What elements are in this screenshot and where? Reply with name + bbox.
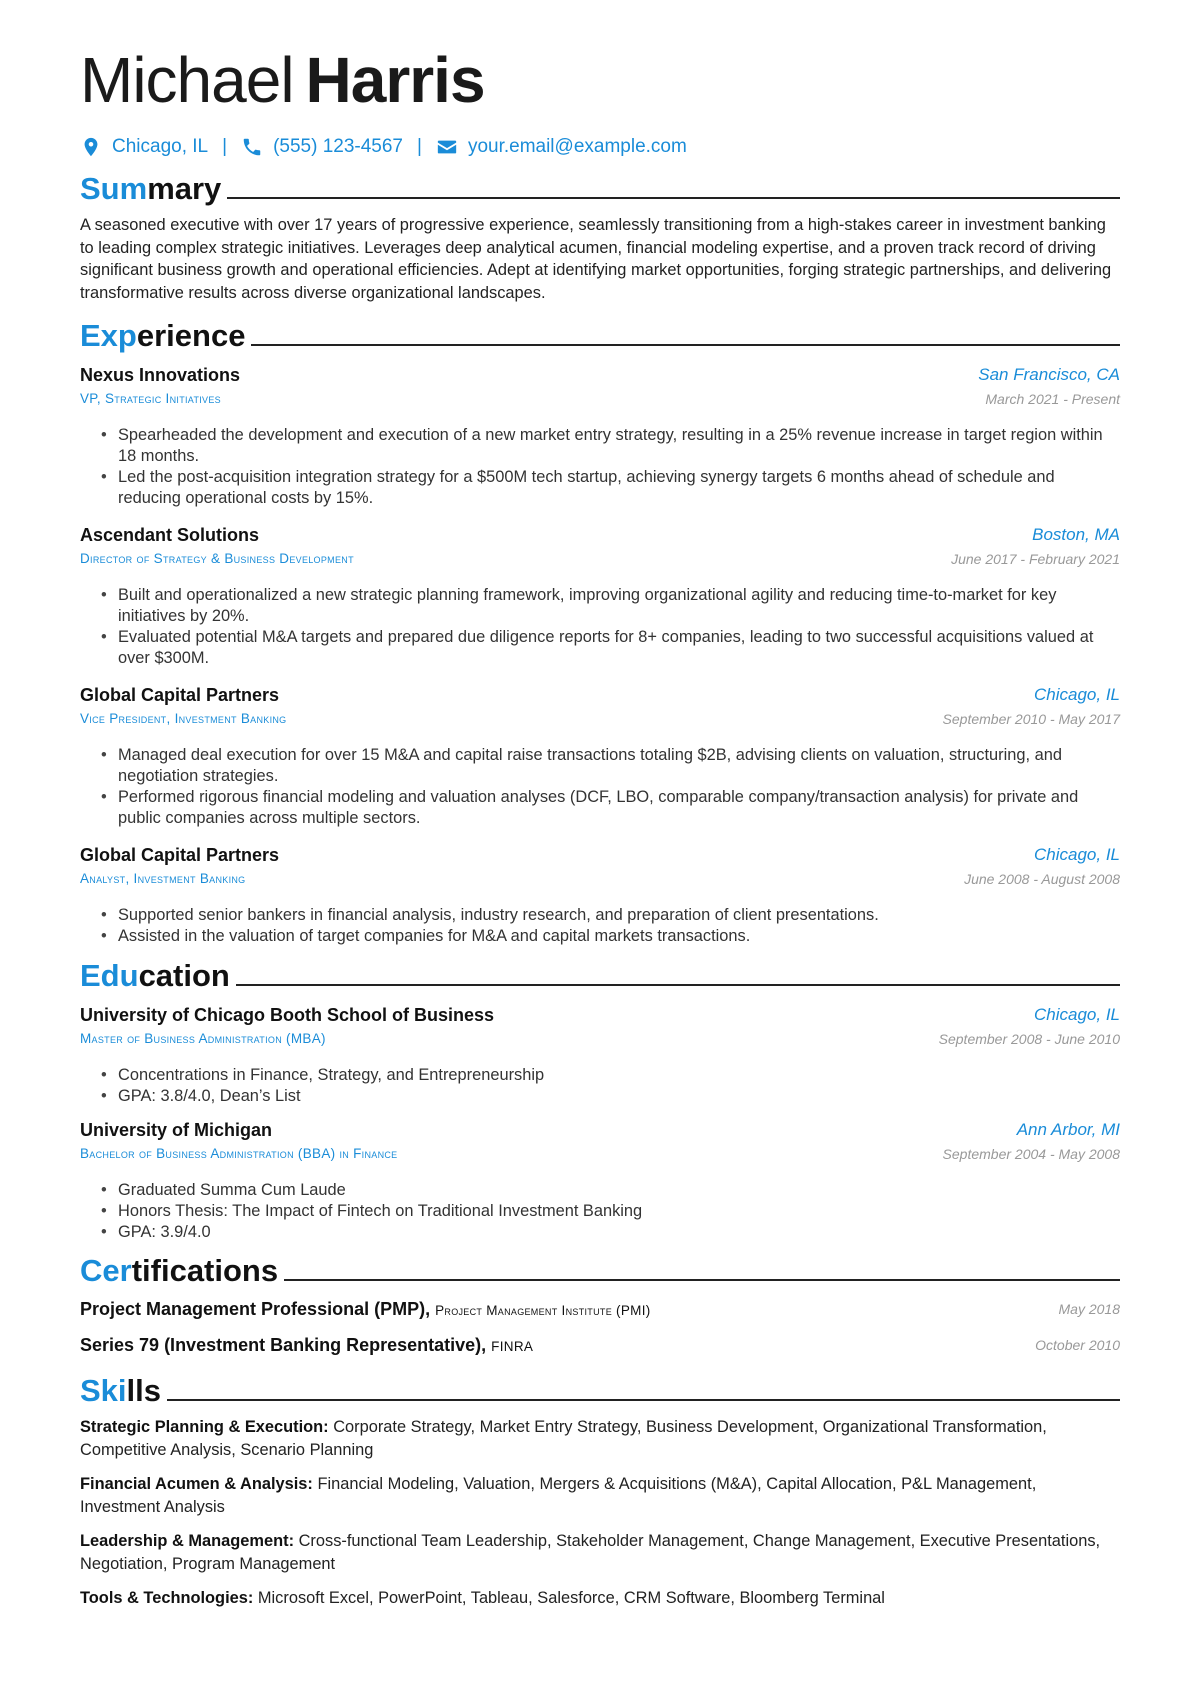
- entry-location: Chicago, IL: [1034, 845, 1120, 864]
- entry-bullets: [80, 585, 1120, 669]
- entry-dates: June 2017 - February 2021: [951, 551, 1120, 567]
- entry-org: Global Capital Partners: [80, 685, 280, 705]
- contact-phone[interactable]: (555) 123-4567: [273, 136, 403, 157]
- entry-role: Director of Strategy & Business Development: [80, 551, 354, 566]
- section-title-accent: Cer: [80, 1253, 132, 1288]
- bullet-item: • Spearheaded the development and execution of a new market entry strategy, resulting in a 25% revenue increase in target region within 18 months.: [118, 425, 1120, 467]
- entry-location: San Francisco, CA: [978, 365, 1120, 384]
- entry-role: Vice President, Investment Banking: [80, 711, 287, 726]
- entry-dates: June 2008 - August 2008: [964, 871, 1120, 887]
- section-rule: [167, 1399, 1120, 1401]
- skill-list: Corporate Strategy, Market Entry Strategy, Business Development, Organizational Transformation, Competitive Analysis, Scenario Planning: [80, 1418, 1047, 1459]
- contact-location: Chicago, IL: [112, 136, 209, 157]
- section-title-accent: Exp: [80, 318, 137, 353]
- skill-list: Financial Modeling, Valuation, Mergers & Acquisitions (M&A), Capital Allocation, P&L Management, Investment Analysis: [80, 1475, 1037, 1516]
- contact-email[interactable]: your.email@example.com: [467, 136, 687, 157]
- entry-dates: March 2021 - Present: [985, 391, 1120, 407]
- entry-location: Chicago, IL: [1034, 685, 1120, 704]
- section-rule: [236, 984, 1120, 986]
- bullet-item: • GPA: 3.9/4.0: [118, 1222, 1120, 1243]
- certification-item: Series 79 (Investment Banking Representative), FINRA October 2010: [80, 1335, 1120, 1355]
- last-name: Harris: [305, 44, 485, 116]
- section-title-accent: Ski: [80, 1373, 127, 1408]
- skill-list: Cross-functional Team Leadership, Stakeholder Management, Change Management, Executive Presentations, Negotiation, Program Management: [80, 1532, 1101, 1573]
- section-title-rest: lls: [126, 1373, 161, 1408]
- entry-bullets: [80, 1065, 1120, 1107]
- entry-role: Bachelor of Business Administration (BBA) in Finance: [80, 1146, 398, 1161]
- entry-role: Master of Business Administration (MBA): [80, 1031, 326, 1046]
- skill-category: Leadership & Management:: [80, 1532, 295, 1550]
- entry-location: Boston, MA: [1032, 525, 1120, 544]
- bullet-item: • Built and operationalized a new strategic planning framework, improving organizational agility and reducing time-to-market for key initiatives by 20%.: [118, 585, 1120, 627]
- entry-org: University of Michigan: [80, 1120, 273, 1140]
- section-skills-heading: [80, 1370, 1120, 1410]
- section-title-rest: mary: [147, 171, 222, 206]
- skill-category: Financial Acumen & Analysis:: [80, 1475, 313, 1493]
- entry-dates: September 2004 - May 2008: [942, 1146, 1120, 1162]
- skill-group: [80, 1587, 1120, 1610]
- section-rule: [227, 197, 1120, 199]
- entry-dates: September 2010 - May 2017: [942, 711, 1120, 727]
- bullet-item: • Honors Thesis: The Impact of Fintech on Traditional Investment Banking: [118, 1201, 1120, 1222]
- skill-group: [80, 1473, 1120, 1518]
- bullet-item: • Performed rigorous financial modeling and valuation analyses (DCF, LBO, comparable company/transaction analysis) for private and public companies across multiple sectors.: [118, 787, 1120, 829]
- bullet-item: • Assisted in the valuation of target companies for M&A and capital markets transactions.: [118, 926, 1120, 947]
- summary-text: A seasoned executive with over 17 years of progressive experience, seamlessly transitioning from a high-stakes career in investment banking to leading complex strategic initiatives. Leverages deep analytical acumen, financial modeling expertise, and a proven track record of driving significant business growth and operational efficiencies. Adept at identifying market opportunities, forging strategic partnerships, and delivering transformative results across diverse organizational landscapes.: [80, 216, 1112, 302]
- entry-location: Ann Arbor, MI: [1016, 1120, 1120, 1139]
- map-pin-icon: [80, 136, 102, 158]
- section-experience-heading: [80, 315, 1120, 355]
- skill-category: Tools & Technologies:: [80, 1589, 254, 1607]
- entry-bullets: [80, 745, 1120, 829]
- cert-date: May 2018: [1058, 1301, 1120, 1317]
- section-education-heading: [80, 955, 1120, 995]
- cert-name: Project Management Professional (PMP): [80, 1299, 426, 1319]
- contact-separator: |: [222, 136, 228, 157]
- section-title-accent: Sum: [80, 171, 148, 206]
- section-title-rest: cation: [138, 958, 230, 993]
- contact-separator: |: [417, 136, 422, 157]
- cert-issuer: Project Management Institute (PMI): [435, 1303, 651, 1318]
- cert-date: October 2010: [1035, 1337, 1120, 1353]
- section-summary-heading: [80, 168, 1120, 208]
- skill-list: Microsoft Excel, PowerPoint, Tableau, Salesforce, CRM Software, Bloomberg Terminal: [257, 1589, 885, 1607]
- cert-name: Series 79 (Investment Banking Representative): [80, 1335, 482, 1355]
- section-title-rest: erience: [136, 318, 246, 353]
- entry-org: Global Capital Partners: [80, 845, 280, 865]
- entry-location: Chicago, IL: [1034, 1005, 1120, 1024]
- cert-issuer: FINRA: [491, 1339, 534, 1354]
- entry-dates: September 2008 - June 2010: [938, 1031, 1120, 1047]
- skill-group: [80, 1530, 1120, 1575]
- skill-category: Strategic Planning & Execution:: [80, 1418, 329, 1436]
- entry-org: Ascendant Solutions: [80, 525, 260, 545]
- entry-bullets: [80, 425, 1120, 509]
- entry-org: University of Chicago Booth School of Business: [80, 1005, 495, 1025]
- section-rule: [284, 1279, 1120, 1281]
- bullet-item: • Supported senior bankers in financial analysis, industry research, and preparation of client presentations.: [118, 905, 1120, 926]
- entry-role: Analyst, Investment Banking: [80, 871, 246, 886]
- bullet-item: • Led the post-acquisition integration strategy for a $500M tech startup, achieving synergy targets 6 months ahead of schedule and reducing operational costs by 15%.: [118, 467, 1120, 509]
- first-name: Michael: [80, 44, 294, 116]
- phone-icon: [241, 136, 263, 158]
- candidate-name: [80, 40, 485, 120]
- envelope-icon: [436, 136, 458, 158]
- section-title-rest: tifications: [131, 1253, 279, 1288]
- bullet-item: • Concentrations in Finance, Strategy, and Entrepreneurship: [118, 1065, 1120, 1086]
- entry-role: VP, Strategic Initiatives: [80, 391, 221, 406]
- section-rule: [251, 344, 1120, 346]
- skill-group: [80, 1416, 1120, 1461]
- contact-bar: [80, 134, 687, 160]
- section-certifications-heading: [80, 1250, 1120, 1290]
- bullet-item: • Graduated Summa Cum Laude: [118, 1180, 1120, 1201]
- bullet-item: • Evaluated potential M&A targets and prepared due diligence reports for 8+ companies, leading to two successful acquisitions valued at over $300M.: [118, 627, 1120, 669]
- bullet-item: • GPA: 3.8/4.0, Dean’s List: [118, 1086, 1120, 1107]
- entry-bullets: [80, 1180, 1120, 1243]
- entry-bullets: [80, 905, 1120, 947]
- section-title-accent: Edu: [80, 958, 139, 993]
- certification-item: Project Management Professional (PMP), Project Management Institute (PMI) May 2018: [80, 1299, 1120, 1319]
- entry-org: Nexus Innovations: [80, 365, 241, 385]
- bullet-item: • Managed deal execution for over 15 M&A and capital raise transactions totaling $2B, advising clients on valuation, structuring, and negotiation strategies.: [118, 745, 1120, 787]
